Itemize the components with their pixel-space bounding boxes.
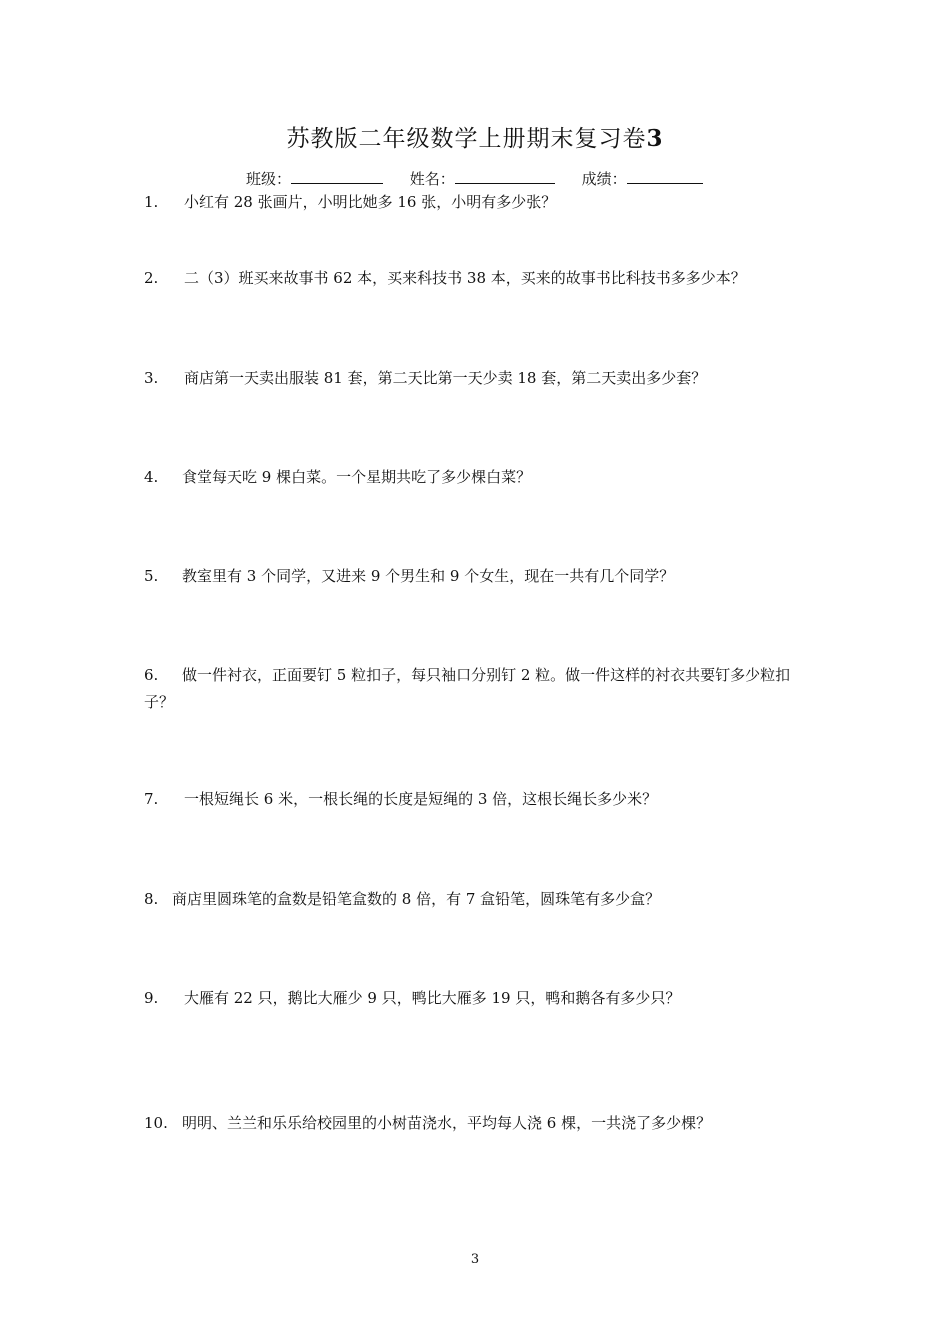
page-number: 3 [470,1252,480,1267]
question-number: 6. [144,666,159,684]
student-info-line [246,168,725,189]
question-number: 4. [144,468,159,486]
question-number: 5. [144,567,159,585]
title-text: 苏教版二年级数学上册期末复习卷 [286,126,647,152]
question-text: 食堂每天吃 9 棵白菜。一个星期共吃了多少棵白菜？ [182,468,532,486]
question-5 [144,563,814,590]
question-number: 2. [144,269,159,287]
question-text: 明明、兰兰和乐乐给校园里的小树苗浇水，平均每人浇 6 棵，一共浇了多少棵？ [182,1114,712,1132]
title-number: 3 [646,125,664,152]
question-number: 3. [144,369,159,387]
question-text: 商店里圆珠笔的盒数是铅笔盒数的 8 倍，有 7 盒铅笔，圆珠笔有多少盒？ [172,890,661,908]
class-label: 班级： [246,170,292,188]
question-number: 10. [144,1114,168,1132]
question-9 [144,985,814,1012]
question-text: 教室里有 3 个同学，又进来 9 个男生和 9 个女生，现在一共有几个同学？ [182,567,675,585]
question-text: 小红有 28 张画片，小明比她多 16 张，小明有多少张？ [184,193,557,211]
class-field [246,168,383,189]
question-4 [144,464,814,491]
question-2 [144,265,814,292]
question-1 [144,189,814,216]
page-title [0,120,950,153]
class-blank[interactable] [291,169,383,184]
question-text: 一根短绳长 6 米，一根长绳的长度是短绳的 3 倍，这根长绳长多少米？ [184,790,658,808]
name-field [410,168,555,189]
name-blank[interactable] [455,169,555,184]
question-number: 9. [144,989,159,1007]
question-10 [144,1110,814,1137]
question-text: 大雁有 22 只，鹅比大雁少 9 只，鸭比大雁多 19 只，鸭和鹅各有多少只？ [184,989,681,1007]
question-number: 8. [144,890,159,908]
score-blank[interactable] [627,169,703,184]
name-label: 姓名： [409,170,455,188]
question-text: 商店第一天卖出服装 81 套，第二天比第一天少卖 18 套，第二天卖出多少套？ [184,369,707,387]
question-7 [144,786,814,813]
question-6 [144,662,814,716]
question-number: 1. [144,193,159,211]
question-8 [144,886,814,913]
score-field [582,168,703,189]
question-text: 做一件衬衣，正面要钉 5 粒扣子，每只袖口分别钉 2 粒。做一件这样的衬衣共要钉多少粒扣子？ [144,666,791,711]
question-3 [144,365,814,392]
question-text: 二（3）班买来故事书 62 本，买来科技书 38 本，买来的故事书比科技书多多少本？ [184,269,746,287]
score-label: 成绩： [581,170,627,188]
question-number: 7. [144,790,159,808]
